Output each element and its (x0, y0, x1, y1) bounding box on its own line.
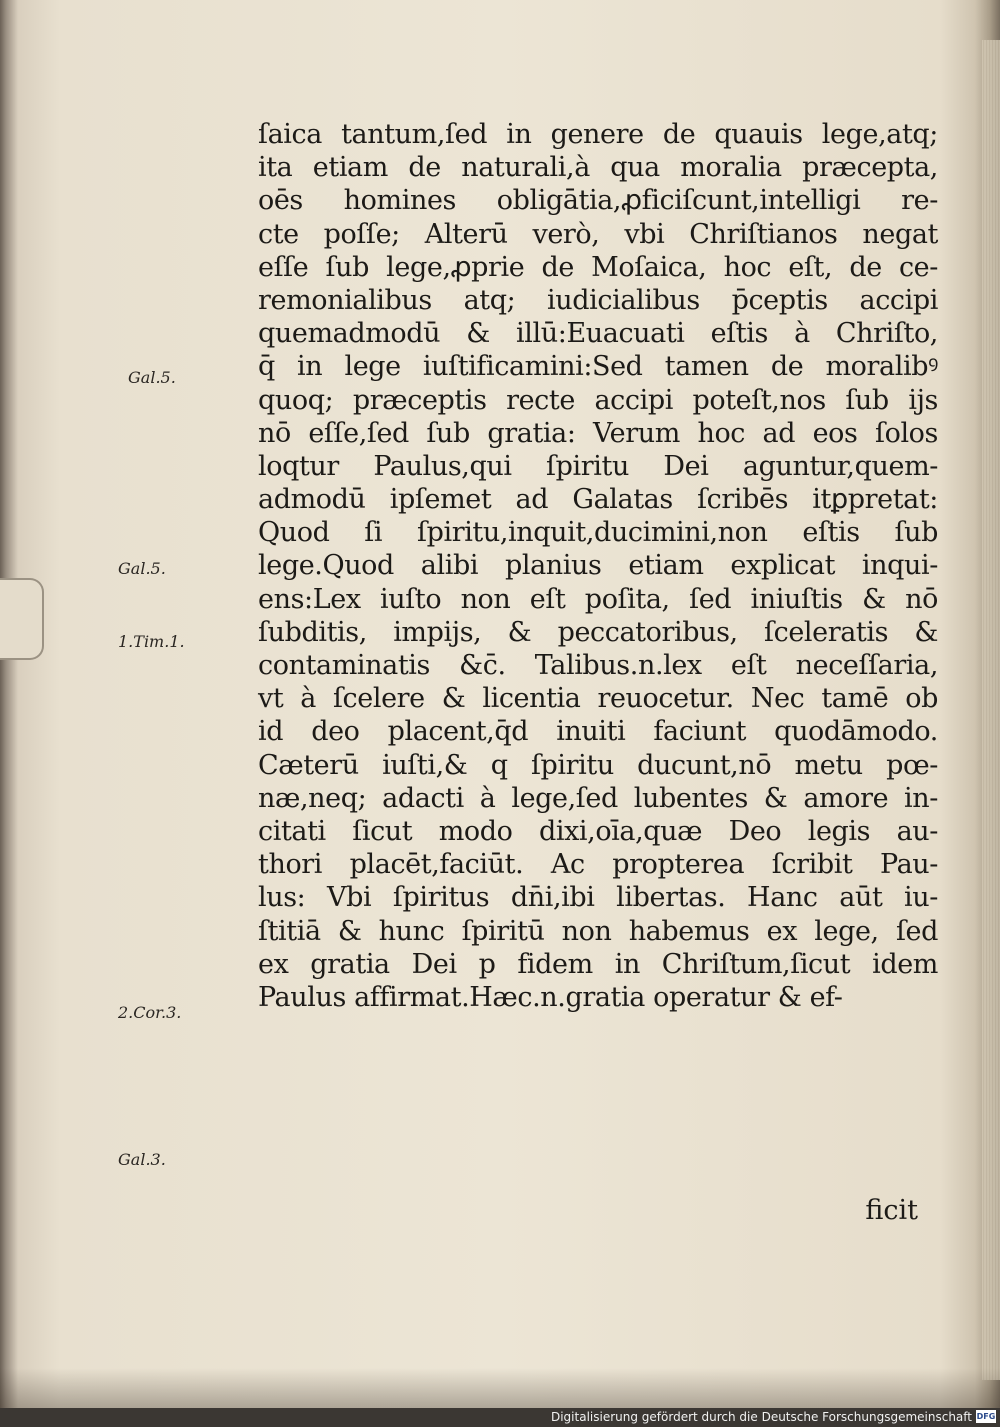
text-line: ex gratia Dei p fidem in Chriſtum,ſicut idem (258, 948, 938, 980)
text-line: citati ſicut modo dixi,oīa,quæ Deo legis au- (258, 815, 938, 847)
text-line: lege.Quod alibi planius etiam explicat inqui- (258, 550, 938, 582)
text-line: loqtur Paulus,qui ſpiritu Dei aguntur,quem- (258, 450, 938, 482)
text-line: ita etiam de naturali,à qua moralia præcepta, (258, 152, 938, 184)
text-line: cte poſſe; Alterū verò, vbi Chriſtianos negat (258, 218, 938, 250)
text-line: ſtitiā & hunc ſpiritū non habemus ex lege, ſed (258, 915, 938, 947)
text-line: Quod ſi ſpiritu,inquit,ducimini,non eſtis ſub (258, 517, 938, 549)
text-line: id deo placent,q̄d inuiti faciunt quodāmodo. (258, 716, 938, 748)
text-line: quemadmodū & illū:Euacuati eſtis à Chriſto, (258, 318, 938, 350)
text-line: remonialibus atq; iudicialibus p̄ceptis accipi (258, 284, 938, 316)
text-line: thori placēt,faciūt. Ac propterea ſcribit Pau- (258, 849, 938, 881)
text-line: quoq; præceptis recte accipi poteſt,nos ſub ijs (258, 384, 938, 416)
margin-note-4: 2.Cor.3. (118, 1003, 182, 1022)
text-line: admodū ipſemet ad Galatas ſcribēs itꝑpretat: (258, 484, 938, 516)
text-line: eſſe ſub lege,ꝓprie de Moſaica, hoc eſt, de ce- (258, 251, 938, 283)
text-line: ſaica tantum,ſed in genere de quauis lege,atq; (258, 119, 938, 150)
text-line: contaminatis &c̄. Talibus.n.lex eſt neceſſaria, (258, 650, 938, 681)
text-line: næ,neq; adacti à lege,ſed lubentes & amore in- (258, 782, 938, 814)
text-line: nō eſſe,ſed ſub gratia: Verum hoc ad eos ſolos (258, 417, 938, 449)
catchword: ficit (865, 1195, 918, 1226)
page-edge (982, 40, 1000, 1380)
margin-note-5: Gal.3. (118, 1150, 166, 1169)
text-line: lus: Vbi ſpiritus dn̄i,ibi libertas. Hanc aūt iu- (258, 882, 938, 914)
bottom-shadow (0, 1368, 1000, 1408)
bookmark-tab (0, 578, 44, 660)
margin-note-3: 1.Tim.1. (118, 632, 185, 651)
dfg-logo-icon: DFG (976, 1412, 996, 1421)
main-text (258, 118, 938, 1014)
margin-note-1: Gal.5. (128, 368, 176, 387)
text-line: q̄ in lege iuſtificamini:Sed tamen de moralibꝰ (258, 351, 938, 383)
text-line: ens:Lex iuſto non eſt poſita, ſed iniuſtis & nō (258, 583, 938, 615)
footer-credit: Digitalisierung gefördert durch die Deutsche Forschungsgemeinschaft (550, 1410, 972, 1424)
text-line: oēs homines obligātia,ꝓficiſcunt,intelligi re- (258, 185, 938, 217)
text-line: Cæterū iuſti,& q ſpiritu ducunt,nō metu pœ- (258, 749, 938, 781)
margin-note-2: Gal.5. (118, 559, 166, 578)
text-line: vt à ſcelere & licentia reuocetur. Nec tamē ob (258, 683, 938, 715)
text-line: Paulus affirmat.Hæc.n.gratia operatur & ef- (258, 981, 843, 1013)
text-line: ſubditis, impijs, & peccatoribus, ſceleratis & (258, 616, 938, 648)
